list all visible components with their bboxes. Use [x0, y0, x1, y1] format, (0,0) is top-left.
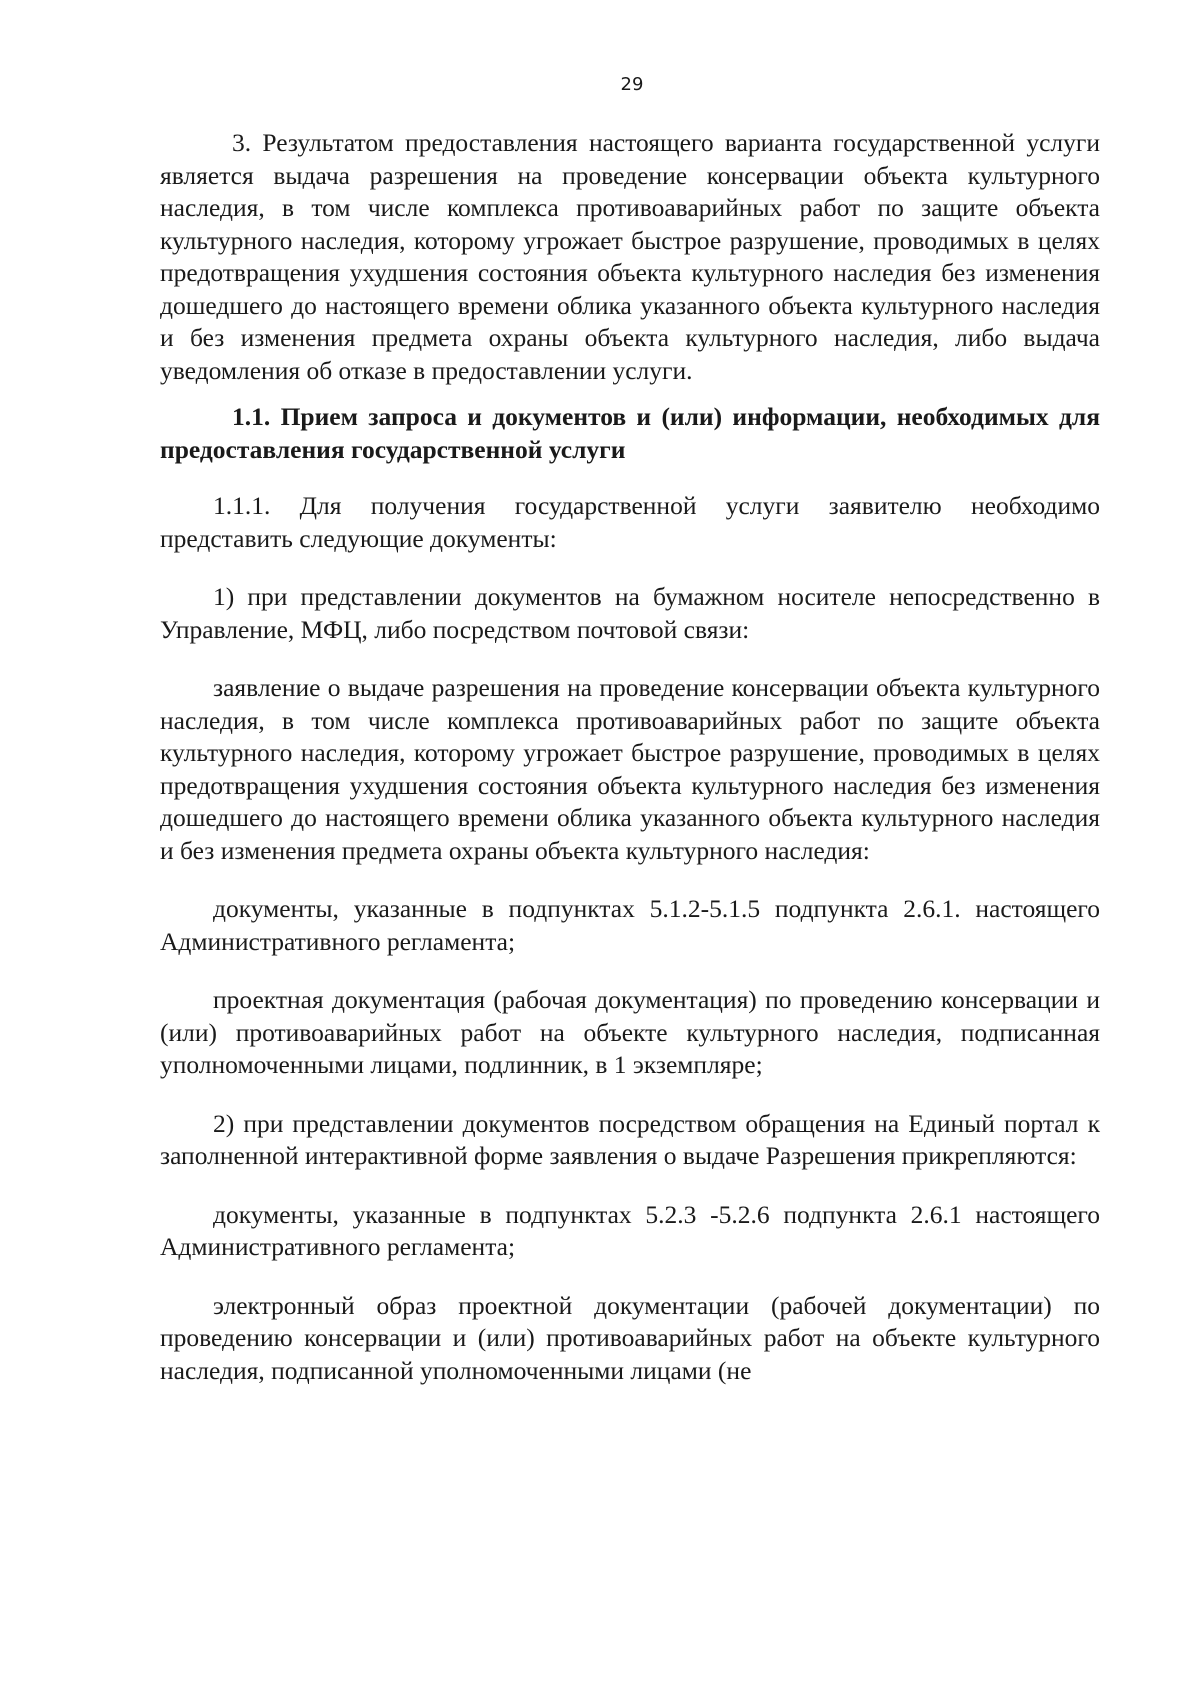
paragraph-electronic-image: электронный образ проектной документации (рабочей документации) по проведению консервации и (или) противоаварийных работ на объекте культурного наследия, подписанной уполномоченными лицами (не — [160, 1290, 1100, 1385]
paragraph-1-1-1: 1.1.1. Для получения государственной услуги заявителю необходимо представить следующие документы: — [160, 491, 1100, 553]
paragraph-documents-5-2: документы, указанные в подпунктах 5.2.3 -5.2.6 подпункта 2.6.1 настоящего Административного регламента; — [160, 1199, 1100, 1261]
paragraph-item-1: 1) при представлении документов на бумажном носителе непосредственно в Управление, МФЦ, либо посредством почтовой связи: — [160, 582, 1100, 644]
paragraph-result: 3. Результатом предоставления настоящего варианта государственной услуги является выдача разрешения на проведение консервации объекта культурного наследия, в том числе комплекса противоаварийных работ по защите объекта культурного наследия, которому угрожает быстрое разрушение, проводимых в целях предотвращения ухудшения состояния объекта культурного наследия без изменения дошедшего до настоящего времени облика указанного объекта культурного наследия и без изменения предмета охраны объекта культурного наследия, либо выдача уведомления об отказе в предоставлении услуги. — [160, 128, 1100, 385]
paragraph-application: заявление о выдаче разрешения на проведение консервации объекта культурного наследия, в том числе комплекса противоаварийных работ по защите объекта культурного наследия, которому угрожает быстрое разрушение, проводимых в целях предотвращения ухудшения состояния объекта культурного наследия без изменения дошедшего до настоящего времени облика указанного объекта культурного наследия и без изменения предмета охраны объекта культурного наследия: — [160, 673, 1100, 865]
paragraph-item-2: 2) при представлении документов посредством обращения на Единый портал к заполненной интерактивной форме заявления о выдаче Разрешения прикрепляются: — [160, 1108, 1100, 1170]
page-number: 29 — [620, 74, 644, 95]
paragraph-documents-5-1: документы, указанные в подпунктах 5.1.2-5.1.5 подпункта 2.6.1. настоящего Административного регламента; — [160, 894, 1100, 956]
section-heading-1-1: 1.1. Прием запроса и документов и (или) информации, необходимых для предоставления государственной услуги — [160, 402, 1100, 464]
document-body — [160, 127, 1100, 1387]
paragraph-project-docs: проектная документация (рабочая документация) по проведению консервации и (или) противоаварийных работ на объекте культурного наследия, подписанная уполномоченными лицами, подлинник, в 1 экземпляре; — [160, 985, 1100, 1079]
